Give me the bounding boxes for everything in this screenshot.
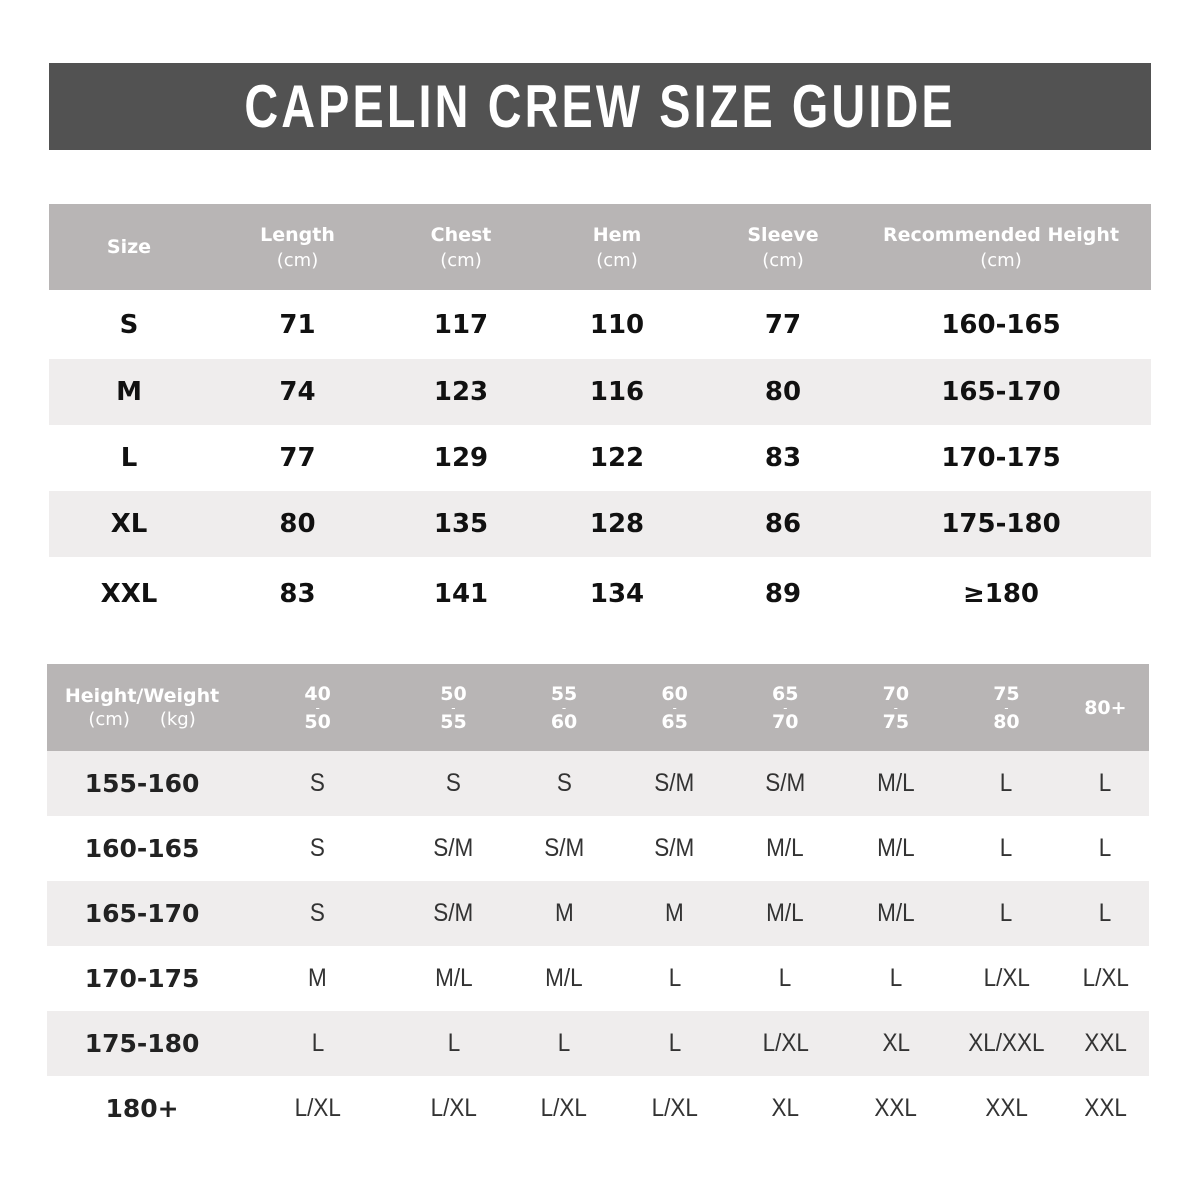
table-row: XL 80 135 128 86 175-180 — [49, 491, 1151, 557]
table-row: M 74 123 116 80 165-170 — [49, 359, 1151, 425]
size-label: XXL — [100, 579, 158, 609]
header-sleeve: Sleeve (cm) — [747, 223, 819, 271]
size-cell: L — [1000, 834, 1013, 862]
header-recommended-height: Recommended Height (cm) — [882, 223, 1120, 271]
size-cell: M/L — [766, 899, 805, 927]
size-cell: L — [1099, 769, 1112, 797]
size-label: XL — [110, 509, 148, 539]
size-table-header — [49, 204, 1151, 290]
size-cell: S/M — [765, 769, 806, 797]
size-cell: L/XL — [762, 1029, 809, 1057]
table-row — [47, 1076, 1149, 1141]
size-cell: L — [889, 964, 903, 992]
size-label: M — [116, 377, 142, 407]
size-label: S — [119, 309, 139, 340]
height-range: 180+ — [105, 1094, 179, 1123]
table-row: L 77 129 122 83 170-175 — [49, 425, 1151, 491]
height-range: 175-180 — [84, 1029, 200, 1058]
size-cell: L/XL — [294, 1094, 341, 1122]
size-cell: L/XL — [430, 1094, 477, 1122]
size-cell: S/M — [433, 834, 474, 862]
size-cell: L — [1000, 769, 1013, 797]
header-weight-60-65: 60 - 65 — [661, 682, 688, 733]
header-weight-70-75: 70 - 75 — [882, 682, 910, 733]
header-weight-55-60: 55 - 60 — [550, 682, 578, 733]
height-range: 165-170 — [84, 899, 200, 928]
size-cell: S — [310, 834, 326, 862]
height-range: 155-160 — [84, 769, 200, 798]
size-cell: M/L — [434, 964, 473, 992]
table-row: XXL 83 141 134 89 ≥180 — [49, 557, 1151, 631]
header-weight-80-plus: 80+ — [1084, 696, 1127, 719]
size-cell: S — [310, 769, 326, 797]
size-cell: M — [554, 899, 574, 927]
size-cell: S — [556, 769, 572, 797]
table-row — [47, 881, 1149, 946]
height-weight-fit-table — [47, 664, 1149, 1141]
size-cell: L — [668, 964, 681, 992]
table-row — [47, 751, 1149, 816]
table-row: S 71 117 110 77 160-165 — [49, 290, 1151, 359]
header-hem: Hem (cm) — [592, 223, 642, 271]
size-cell: S — [445, 769, 461, 797]
title-banner — [49, 63, 1151, 150]
size-cell: M/L — [545, 964, 583, 992]
size-cell: XXL — [1084, 1094, 1127, 1122]
size-cell: L — [311, 1029, 324, 1057]
size-cell: S/M — [654, 769, 695, 797]
header-length: Length (cm) — [260, 223, 335, 271]
header-chest: Chest (cm) — [430, 223, 492, 271]
size-cell: S/M — [433, 899, 474, 927]
size-cell: L — [447, 1029, 460, 1057]
size-cell: XXL — [874, 1094, 918, 1122]
size-cell: S/M — [654, 834, 695, 862]
height-range: 160-165 — [84, 834, 200, 863]
size-cell: XXL — [1084, 1029, 1127, 1057]
header-height-weight: Height/Weight (cm) (kg) — [64, 685, 220, 730]
fit-table-header — [47, 664, 1149, 751]
size-cell: L — [1099, 834, 1112, 862]
header-weight-65-70: 65 - 70 — [772, 682, 799, 733]
size-cell: M/L — [877, 834, 915, 862]
size-cell: S — [310, 899, 326, 927]
size-cell: M — [665, 899, 685, 927]
header-weight-75-80: 75 - 80 — [993, 682, 1020, 733]
size-cell: M/L — [877, 769, 915, 797]
size-cell: L — [668, 1029, 681, 1057]
header-size: Size — [106, 236, 152, 258]
size-cell: L/XL — [651, 1094, 698, 1122]
size-label: L — [120, 443, 138, 473]
header-weight-50-55: 50 - 55 — [440, 682, 467, 733]
size-cell: M — [308, 964, 328, 992]
size-cell: L — [1000, 899, 1013, 927]
size-cell: L/XL — [1082, 964, 1129, 992]
size-cell: M/L — [766, 834, 805, 862]
size-cell: L — [778, 964, 792, 992]
table-row — [47, 816, 1149, 881]
size-cell: L/XL — [983, 964, 1030, 992]
table-row — [47, 946, 1149, 1011]
page-title: CAPELIN CREW SIZE GUIDE — [244, 73, 956, 140]
table-row — [47, 1011, 1149, 1076]
size-cell: XL — [882, 1029, 910, 1057]
size-cell: L — [1099, 899, 1112, 927]
size-cell: L — [557, 1029, 571, 1057]
size-cell: XXL — [985, 1094, 1028, 1122]
size-cell: XL — [771, 1094, 800, 1122]
size-measurement-table — [49, 204, 1151, 631]
size-cell: S/M — [544, 834, 585, 862]
height-range: 170-175 — [84, 964, 200, 993]
size-cell: M/L — [877, 899, 915, 927]
size-cell: XL/XXL — [968, 1029, 1045, 1057]
header-weight-40-50: 40 - 50 — [304, 682, 331, 733]
size-cell: L/XL — [540, 1094, 588, 1122]
